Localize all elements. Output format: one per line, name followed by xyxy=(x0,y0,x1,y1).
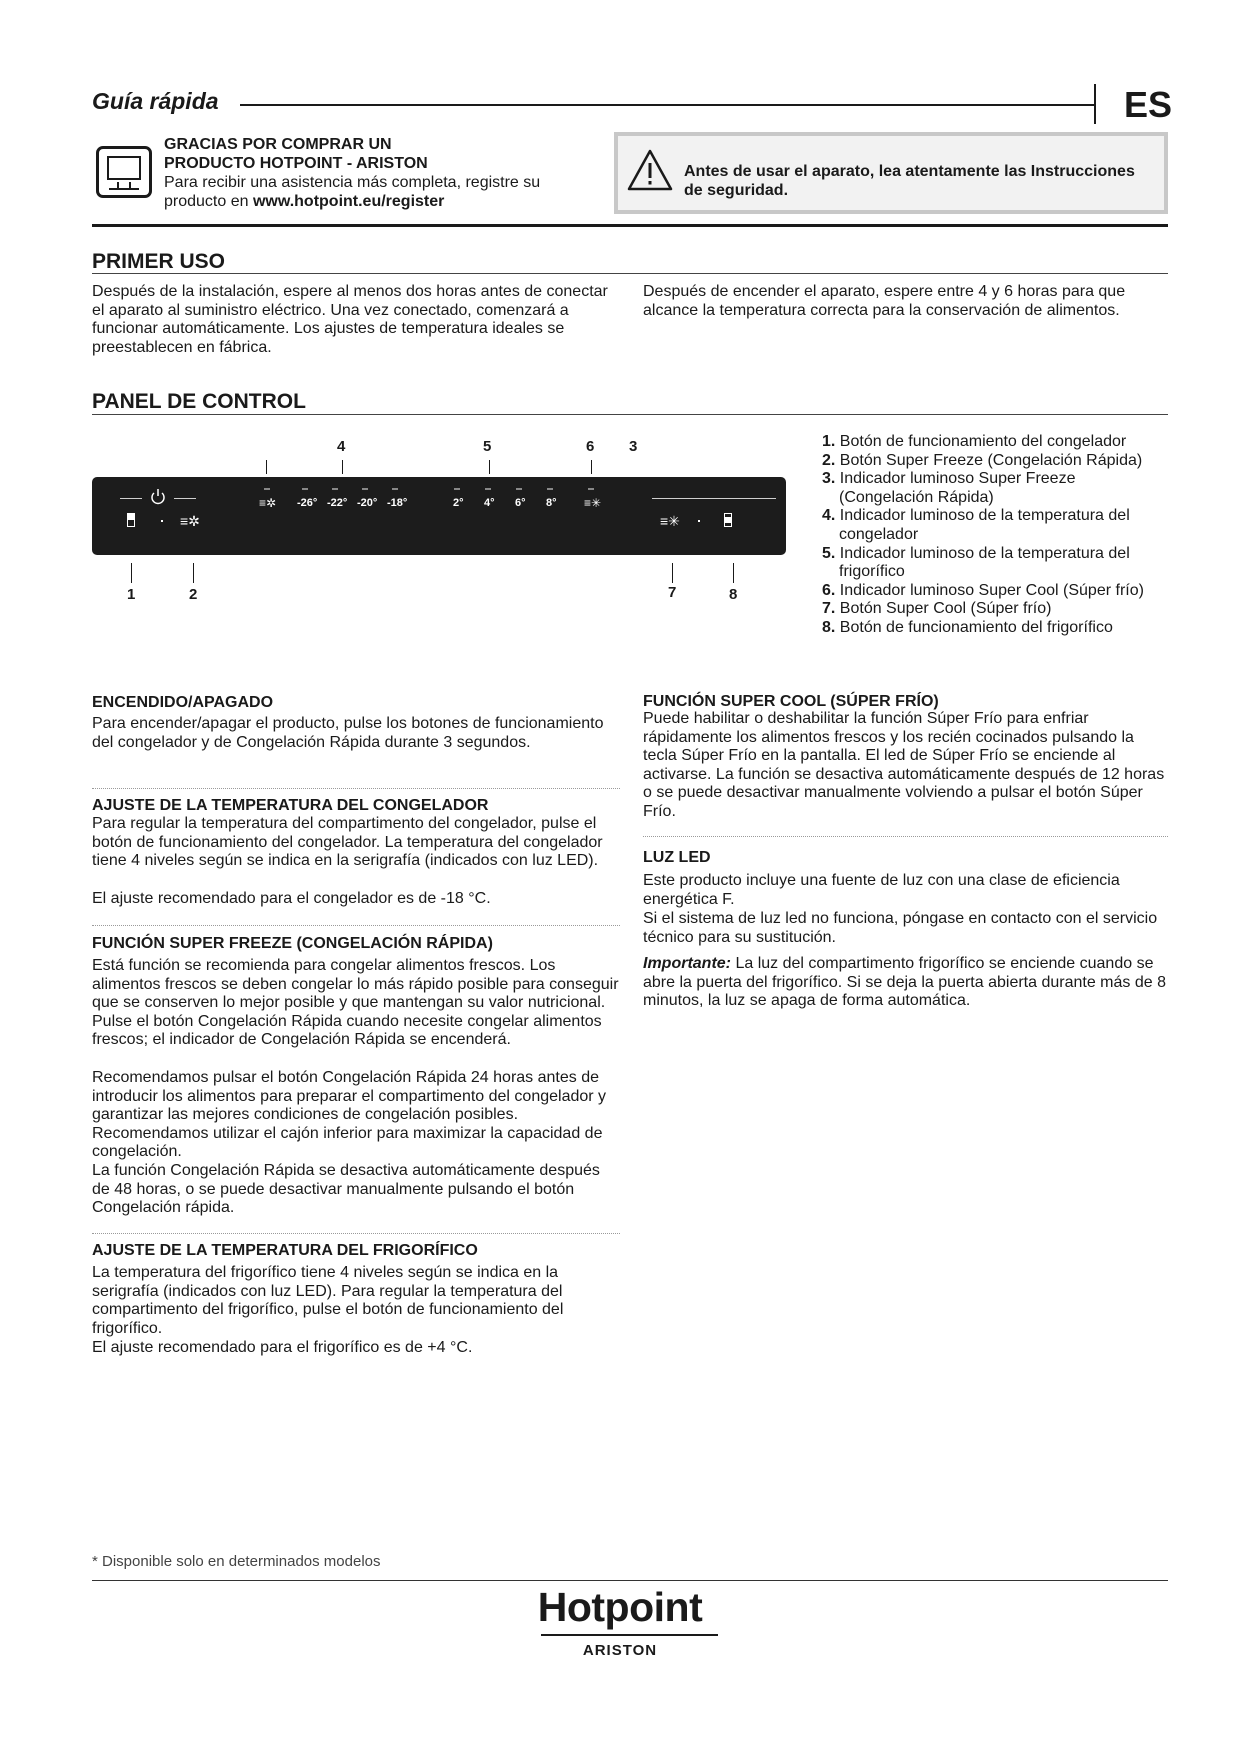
callout-1: 1 xyxy=(127,586,136,603)
super-freeze-text-2: Recomendamos pulsar el botón Congelación Rápida 24 horas antes de introducir los alimentos para preparar el compartimento del congelador y garantizar las mejores condiciones de congelación posibles. Recomendamos utilizar el cajón inferior para maximizar la capacidad de congelación. xyxy=(92,1069,607,1161)
dotted-divider xyxy=(92,788,620,789)
led-text-2: Si el sistema de luz led no funciona, póngase en contacto con el servicio técnico para su sustitución. xyxy=(643,910,1158,946)
control-panel-diagram xyxy=(92,477,786,555)
callout-line xyxy=(672,563,673,583)
control-panel-legend xyxy=(822,433,1168,638)
footnote: * Disponible solo en determinados modelos xyxy=(92,1553,381,1570)
super-cool-text: Puede habilitar o deshabilitar la función Súper Frío para enfriar rápidamente los alimentos frescos y los recién cocinados pulsando la tecla Súper Frío en la pantalla. El led de Súper Frío se enciende al activarse. La función se desactiva automáticamente después de 12 horas o se puede desactivar manualmente volviendo a pulsar el botón Súper Frío. xyxy=(643,710,1165,820)
freezer-button-icon[interactable] xyxy=(127,513,135,527)
super-freeze-button-icon[interactable]: ≡✲ xyxy=(180,513,200,529)
section-title-control-panel: PANEL DE CONTROL xyxy=(92,390,306,413)
subsection-title-super-freeze: FUNCIÓN SUPER FREEZE (CONGELACIÓN RÁPIDA) xyxy=(92,935,493,952)
dotted-divider xyxy=(92,1233,620,1234)
safety-warning-text: Antes de usar el aparato, lea atentamente las Instrucciones de seguridad. xyxy=(684,163,1135,199)
super-cool-button-icon[interactable]: ≡✳ xyxy=(660,513,680,529)
legend-item: 3. Indicador luminoso Super Freeze (Congelación Rápida) xyxy=(822,470,1076,506)
important-body: La luz del compartimento frigorífico se enciende cuando se abre la puerta del frigorífico. Si se deja la puerta abierta durante más de 8 minutos, la luz se apaga de forma automática. xyxy=(643,955,1166,1010)
power-icon xyxy=(150,488,166,506)
brand-logo: Hotpoint xyxy=(537,1584,703,1630)
first-use-right-text: Después de encender el aparato, espere entre 4 y 6 horas para que alcance la temperatura correcta para la conservación de alimentos. xyxy=(643,283,1126,319)
monitor-icon xyxy=(96,146,152,198)
section-title-first-use: PRIMER USO xyxy=(92,250,226,273)
section-rule xyxy=(92,414,1168,415)
fridge-temp-recommended: El ajuste recomendado para el frigorífico es de +4 °C. xyxy=(92,1339,473,1356)
callout-2: 2 xyxy=(189,586,198,603)
super-cool-indicator-icon: ≡✳ xyxy=(584,496,602,510)
legend-item: 1. Botón de funcionamiento del congelador xyxy=(822,433,1127,450)
led-important-text xyxy=(643,955,1168,1011)
header-divider xyxy=(240,104,1095,106)
first-use-left-text: Después de la instalación, espere al menos dos horas antes de conectar el aparato al suministro eléctrico. Una vez conectado, comenzará a funcionar automáticamente. Los ajustes de temperatura ideales se preestablecen en fábrica. xyxy=(92,283,608,356)
callout-line xyxy=(733,563,734,583)
legend-item: 7. Botón Super Cool (Súper frío) xyxy=(822,600,1052,618)
freezer-temp-4: -18° xyxy=(387,497,408,509)
section-rule xyxy=(92,273,1168,274)
freezer-temp-3: -20° xyxy=(357,497,378,509)
callout-6: 6 xyxy=(586,438,595,455)
subsection-title-led: LUZ LED xyxy=(643,849,711,866)
on-off-text: Para encender/apagar el producto, pulse los botones de funcionamiento del congelador y de Congelación Rápida durante 3 segundos. xyxy=(92,715,604,751)
dotted-divider xyxy=(92,925,620,926)
freezer-temp-recommended: El ajuste recomendado para el congelador es de -18 °C. xyxy=(92,890,491,907)
callout-line xyxy=(266,460,267,474)
brand-logo-rule xyxy=(541,1634,718,1636)
legend-item: 4. Indicador luminoso de la temperatura del congelador xyxy=(822,507,1130,543)
legend-item: 5. Indicador luminoso de la temperatura del frigorífico xyxy=(822,544,1130,581)
callout-line xyxy=(193,563,194,583)
thanks-text: Para recibir una asistencia más completa, registre su producto en xyxy=(164,174,541,210)
language-code: ES xyxy=(1124,84,1173,125)
super-freeze-text-1: Está función se recomienda para congelar alimentos frescos. Los alimentos frescos se deben congelar lo más rápido posible para conseguir que se conserven lo mejor posible y que mantengan su valor nutricional. Pulse el botón Congelación Rápida cuando necesite congelar alimentos frescos; el indicador de Congelación Rápida se encenderá. xyxy=(92,957,619,1049)
page-title: Guía rápida xyxy=(92,88,219,114)
freezer-temp-text: Para regular la temperatura del compartimento del congelador, pulse el botón de funcionamiento del congelador. La temperatura del congelador tiene 4 niveles según se indica en la serigrafía (indicados con luz LED). xyxy=(92,815,603,870)
callout-3: 3 xyxy=(629,438,638,455)
callout-7: 7 xyxy=(668,584,677,601)
thanks-line-2: PRODUCTO HOTPOINT - ARISTON xyxy=(164,155,428,172)
header-bottom-rule xyxy=(92,224,1168,227)
callout-line xyxy=(489,460,490,474)
fridge-button-icon[interactable] xyxy=(724,513,732,527)
header-tick xyxy=(1094,84,1096,124)
fridge-temp-3: 6° xyxy=(515,497,526,509)
safety-warning-box xyxy=(614,132,1168,214)
callout-4: 4 xyxy=(337,438,346,455)
thanks-block xyxy=(164,135,594,211)
callout-line xyxy=(131,563,132,583)
super-freeze-indicator-icon: ≡✲ xyxy=(259,496,277,510)
subsection-title-freezer-temp: AJUSTE DE LA TEMPERATURA DEL CONGELADOR xyxy=(92,797,489,814)
freezer-temp-2: -22° xyxy=(327,497,348,509)
fridge-temp-4: 8° xyxy=(546,497,557,509)
subsection-title-super-cool: FUNCIÓN SUPER COOL (SÚPER FRÍO) xyxy=(643,693,939,710)
legend-item: 2. Botón Super Freeze (Congelación Rápida) xyxy=(822,451,1143,469)
callout-line xyxy=(342,460,343,474)
fridge-temp-2: 4° xyxy=(484,497,495,509)
thanks-line-1: GRACIAS POR COMPRAR UN xyxy=(164,136,392,153)
led-text-1: Este producto incluye una fuente de luz con una clase de eficiencia energética F. xyxy=(643,872,1120,908)
fridge-temp-text: La temperatura del frigorífico tiene 4 niveles según se indica en la serigrafía (indicados con luz LED). Para regular la temperatura del compartimento del frigorífico, pulse el botón de funcionamiento del frigorífico. xyxy=(92,1264,564,1337)
legend-item: 8. Botón de funcionamiento del frigorífico xyxy=(822,618,1113,636)
super-freeze-text-3: La función Congelación Rápida se desactiva automáticamente después de 48 horas, o se puede desactivar manualmente pulsando el botón Congelación rápida. xyxy=(92,1162,600,1217)
warning-triangle-icon xyxy=(626,148,674,192)
important-label: Importante: xyxy=(643,955,731,972)
brand-logo-subtitle: ARISTON xyxy=(582,1642,658,1659)
callout-8: 8 xyxy=(729,586,738,603)
legend-item: 6. Indicador luminoso Super Cool (Súper frío) xyxy=(822,581,1144,599)
fridge-temp-1: 2° xyxy=(453,497,464,509)
footer-rule xyxy=(92,1580,1168,1581)
dotted-divider xyxy=(643,836,1168,837)
register-link[interactable]: www.hotpoint.eu/register xyxy=(252,193,445,210)
subsection-title-fridge-temp: AJUSTE DE LA TEMPERATURA DEL FRIGORÍFICO xyxy=(92,1242,478,1259)
callout-line xyxy=(591,460,592,474)
callout-5: 5 xyxy=(483,438,492,455)
subsection-title-on-off: ENCENDIDO/APAGADO xyxy=(92,694,274,711)
freezer-temp-1: -26° xyxy=(297,497,318,509)
